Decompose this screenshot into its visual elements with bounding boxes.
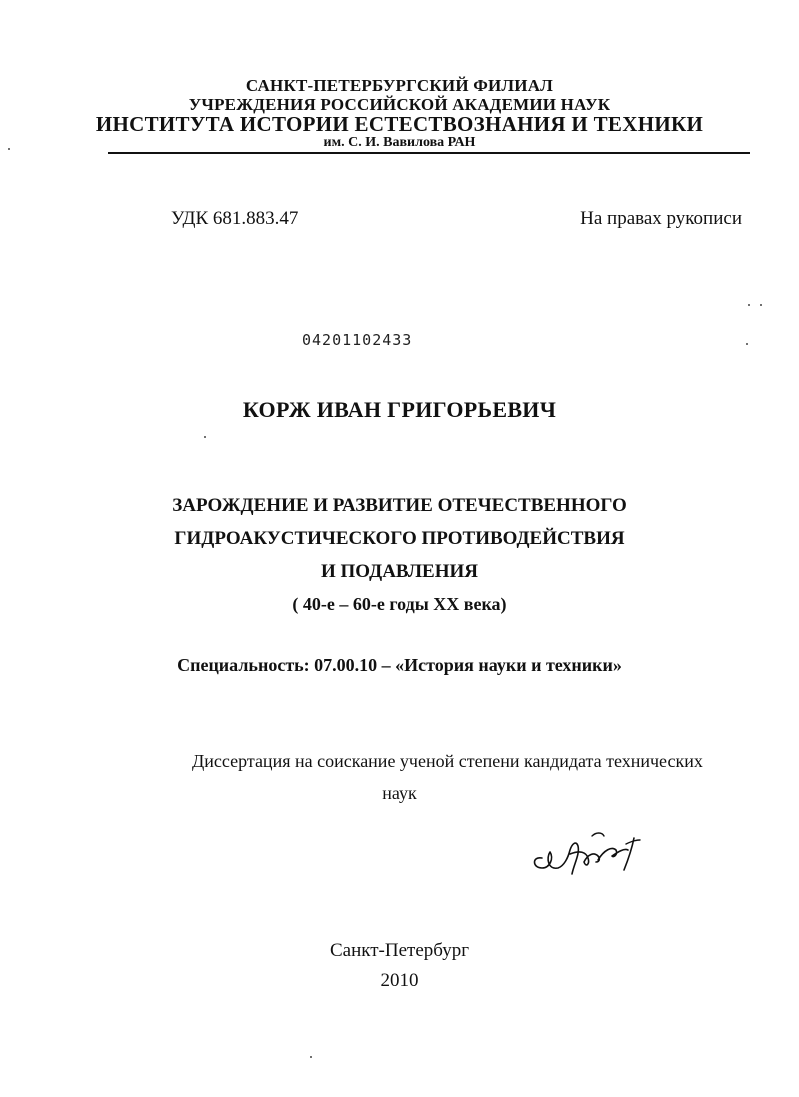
title-period: ( 40-е – 60-е годы XX века) [292, 594, 507, 614]
scan-speck [748, 304, 750, 306]
scan-speck [760, 304, 762, 306]
author-name: КОРЖ ИВАН ГРИГОРЬЕВИЧ [242, 397, 557, 422]
specialty: Специальность: 07.00.10 – «История науки и техники» [177, 655, 622, 675]
udk-code: УДК 681.883.47 [171, 208, 299, 229]
scan-speck [8, 148, 10, 150]
registration-number: 04201102433 [302, 331, 413, 349]
scan-speck [204, 436, 206, 438]
dissertation-line-2: наук [382, 783, 417, 803]
title-line-3: И ПОДАВЛЕНИЯ [321, 561, 478, 582]
institution-line-1: САНКТ-ПЕТЕРБУРГСКИЙ ФИЛИАЛ [245, 76, 554, 95]
institution-line-2: УЧРЕЖДЕНИЯ РОССИЙСКОЙ АКАДЕМИИ НАУК [188, 95, 611, 114]
scan-speck [746, 343, 748, 345]
scan-speck [310, 1056, 312, 1058]
institution-line-4: им. С. И. Вавилова РАН [323, 135, 476, 150]
header-divider [108, 152, 750, 154]
title-line-1: ЗАРОЖДЕНИЕ И РАЗВИТИЕ ОТЕЧЕСТВЕННОГО [172, 495, 627, 516]
title-line-2: ГИДРОАКУСТИЧЕСКОГО ПРОТИВОДЕЙСТВИЯ [174, 528, 625, 549]
dissertation-line-1: Диссертация на соискание ученой степени кандидата технических [192, 751, 703, 771]
year: 2010 [380, 970, 419, 991]
city: Санкт-Петербург [329, 940, 469, 961]
manuscript-rights: На правах рукописи [580, 208, 742, 229]
institution-line-3: ИНСТИТУТА ИСТОРИИ ЕСТЕСТВОЗНАНИЯ И ТЕХНИКИ [95, 112, 704, 136]
author-signature [528, 828, 646, 880]
